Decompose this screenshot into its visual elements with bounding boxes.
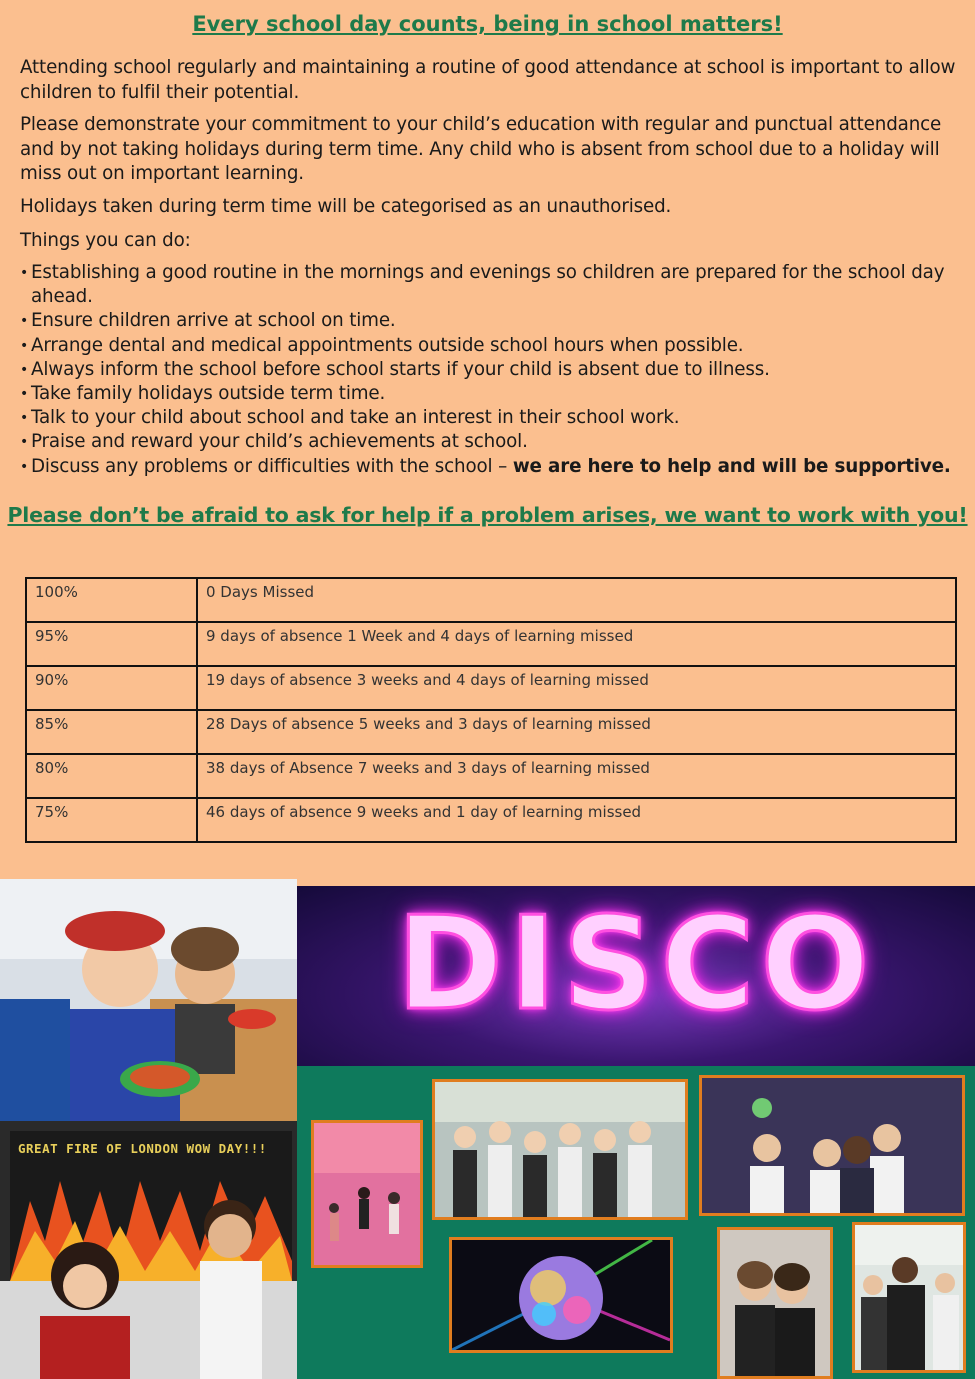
list-item: • Ensure children arrive at school on time. xyxy=(20,309,960,333)
holidays-paragraph: Holidays taken during term time will be categorised as an unauthorised. xyxy=(20,196,672,217)
group-photo-2 xyxy=(699,1075,965,1216)
percent-cell: 90% xyxy=(26,666,197,710)
description-cell: 38 days of Absence 7 weeks and 3 days of learning missed xyxy=(197,754,956,798)
table-row xyxy=(26,622,956,666)
description-cell: 19 days of absence 3 weeks and 4 days of learning missed xyxy=(197,666,956,710)
great-fire-photo xyxy=(0,1121,297,1379)
list-item: • Talk to your child about school and take an interest in their school work. xyxy=(20,406,960,430)
page-title: Every school day counts, being in school matters! xyxy=(192,12,783,36)
intro-paragraph: Attending school regularly and maintaining a routine of good attendance at school is important to allow children to fulfil their potential. xyxy=(20,57,956,103)
commitment-paragraph: Please demonstrate your commitment to your child’s education with regular and punctual attendance and by not taking holidays during term time. Any child who is absent from school due to a holiday will miss out on important learning. xyxy=(20,114,942,184)
description-cell: 28 Days of absence 5 weeks and 3 days of learning missed xyxy=(197,710,956,754)
fire-caption: GREAT FIRE OF LONDON WOW DAY!!! xyxy=(18,1141,267,1156)
costume-lunch-photo xyxy=(0,879,297,1121)
disco-ball-photo xyxy=(449,1237,673,1353)
percent-cell: 80% xyxy=(26,754,197,798)
description-cell: 9 days of absence 1 Week and 4 days of learning missed xyxy=(197,622,956,666)
percent-cell: 85% xyxy=(26,710,197,754)
girls-photo xyxy=(717,1227,833,1379)
list-item: • Take family holidays outside term time. xyxy=(20,382,960,406)
description-cell: 46 days of absence 9 weeks and 1 day of learning missed xyxy=(197,798,956,842)
help-heading: Please don’t be afraid to ask for help if a problem arises, we want to work with you! xyxy=(7,503,968,527)
group-photo-1 xyxy=(432,1079,688,1220)
table-row xyxy=(26,666,956,710)
table-row xyxy=(26,710,956,754)
disco-banner xyxy=(297,886,975,1066)
list-item: • Establishing a good routine in the mornings and evenings so children are prepared for the school day ahead. xyxy=(20,261,960,309)
attendance-table xyxy=(25,577,957,843)
things-to-do-label: Things you can do: xyxy=(20,230,191,251)
percent-cell: 95% xyxy=(26,622,197,666)
list-item: • Arrange dental and medical appointments outside school hours when possible. xyxy=(20,334,960,358)
percent-cell: 75% xyxy=(26,798,197,842)
percent-cell: 100% xyxy=(26,578,197,622)
disco-title: DISCO xyxy=(396,890,876,1039)
list-item: • Discuss any problems or difficulties with the school – we are here to help and will be supportive. xyxy=(20,455,960,479)
description-cell: 0 Days Missed xyxy=(197,578,956,622)
table-row xyxy=(26,754,956,798)
supportive-emphasis: we are here to help and will be supportive. xyxy=(512,455,951,477)
tips-list xyxy=(20,261,960,479)
disco-dance-photo xyxy=(311,1120,423,1268)
table-row xyxy=(26,798,956,842)
list-item: • Praise and reward your child’s achievements at school. xyxy=(20,430,960,454)
boys-photo xyxy=(852,1222,966,1373)
list-item: • Always inform the school before school starts if your child is absent due to illness. xyxy=(20,358,960,382)
table-row xyxy=(26,578,956,622)
